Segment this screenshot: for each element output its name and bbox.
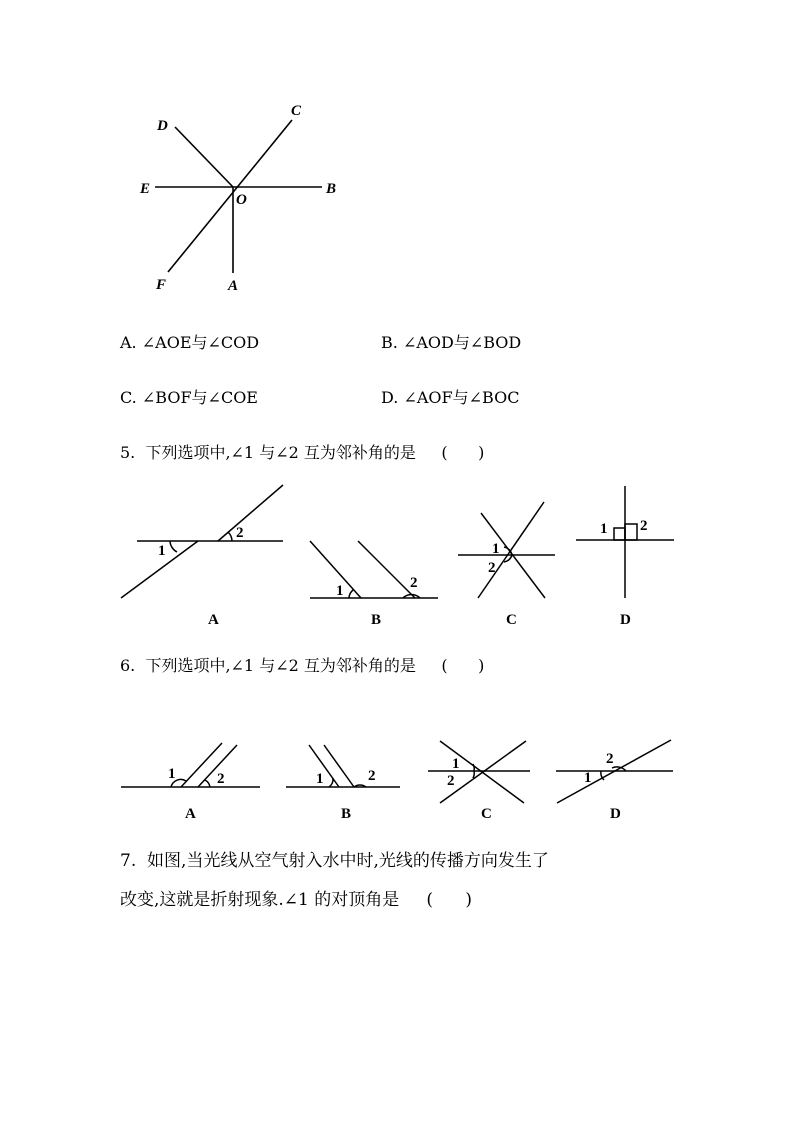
- q5d-figure-letter: D: [620, 612, 631, 628]
- q6a-angle1-label: 1: [168, 766, 176, 782]
- q5-number: 5.: [120, 443, 136, 462]
- q5d-angle2-label: 2: [640, 518, 648, 534]
- q7-text-line1: 如图,当光线从空气射入水中时,光线的传播方向发生了: [147, 851, 549, 871]
- label-o: O: [236, 192, 247, 208]
- q4-option-a[interactable]: [120, 330, 259, 353]
- q5c-angle2-label: 2: [488, 560, 496, 576]
- q5c-angle1-label: 1: [492, 541, 500, 557]
- answer-blank[interactable]: ( ): [441, 443, 485, 462]
- q6b-line-left: [309, 745, 339, 787]
- q6d-angle1-label: 1: [584, 770, 592, 786]
- option-text: ∠AOF与∠BOC: [403, 388, 520, 407]
- q7-text-line2: 改变,这就是折射现象.∠1 的对顶角是: [120, 890, 400, 910]
- q6d-figure-letter: D: [610, 806, 621, 822]
- q6a-figure-letter: A: [185, 806, 196, 822]
- q6a-angle2-arc: [205, 780, 210, 787]
- option-letter: C.: [120, 388, 137, 407]
- q6b-figure-letter: B: [341, 806, 352, 822]
- option-letter: B.: [381, 333, 398, 352]
- q5b-angle2-label: 2: [410, 575, 418, 591]
- option-letter: D.: [381, 388, 399, 407]
- label-b: B: [326, 181, 337, 197]
- q4-option-b[interactable]: [381, 330, 521, 353]
- ray-od: [175, 127, 233, 187]
- label-f: F: [156, 277, 167, 293]
- q6b-line-right: [324, 745, 354, 787]
- q7-question-line1: [120, 846, 549, 871]
- q5d-right-angle-right: [625, 524, 637, 540]
- q5d-right-angle-left: [614, 528, 625, 540]
- label-e: E: [140, 181, 151, 197]
- q5a-angle2-arc: [228, 532, 232, 541]
- q6c-angle1-arc: [473, 764, 474, 771]
- line-cf: [168, 120, 292, 272]
- q7-question-line2: [120, 885, 472, 910]
- answer-blank[interactable]: ( ): [441, 656, 485, 675]
- q6a-line-left: [181, 743, 222, 787]
- q5a-angle1-label: 1: [158, 543, 166, 559]
- q6d-angle2-label: 2: [606, 751, 614, 767]
- q5-question: [120, 440, 484, 463]
- q5-figures: [115, 480, 680, 630]
- q5b-line-right: [358, 541, 415, 598]
- label-d: D: [157, 118, 168, 134]
- option-text: ∠BOF与∠COE: [141, 388, 258, 407]
- q6c-angle1-label: 1: [452, 756, 460, 772]
- q6c-figure-letter: C: [481, 806, 492, 822]
- label-a: A: [228, 278, 239, 294]
- q5a-figure-letter: A: [208, 612, 219, 628]
- label-c: C: [291, 103, 302, 119]
- option-letter: A.: [120, 333, 137, 352]
- q5a-angle2-label: 2: [236, 525, 244, 541]
- q4-figure: [130, 95, 350, 300]
- q5b-figure-letter: B: [371, 612, 382, 628]
- option-text: ∠AOD与∠BOD: [402, 333, 522, 352]
- q5d-angle1-label: 1: [600, 521, 608, 537]
- q5c-figure-letter: C: [506, 612, 517, 628]
- q6b-angle1-label: 1: [316, 771, 324, 787]
- q5a-angle1-arc: [170, 541, 177, 552]
- q6-question: [120, 653, 484, 676]
- q4-option-c[interactable]: [120, 385, 258, 408]
- q6b-angle1-arc: [329, 778, 333, 787]
- q4-option-d[interactable]: [381, 385, 519, 408]
- q5-text: 下列选项中,∠1 与∠2 互为邻补角的是: [145, 443, 416, 462]
- option-text: ∠AOE与∠COD: [141, 333, 260, 352]
- q6a-angle2-label: 2: [217, 771, 225, 787]
- q5b-angle1-label: 1: [336, 583, 344, 599]
- q5b-angle1-arc: [349, 590, 353, 598]
- q6c-angle2-label: 2: [447, 773, 455, 789]
- q6b-angle2-label: 2: [368, 768, 376, 784]
- q6-figures: [115, 730, 680, 825]
- q6c-angle2-arc: [473, 771, 474, 778]
- answer-blank[interactable]: ( ): [426, 890, 472, 910]
- q6-number: 6.: [120, 656, 136, 675]
- q7-number: 7.: [120, 851, 137, 871]
- q6-text: 下列选项中,∠1 与∠2 互为邻补角的是: [145, 656, 416, 675]
